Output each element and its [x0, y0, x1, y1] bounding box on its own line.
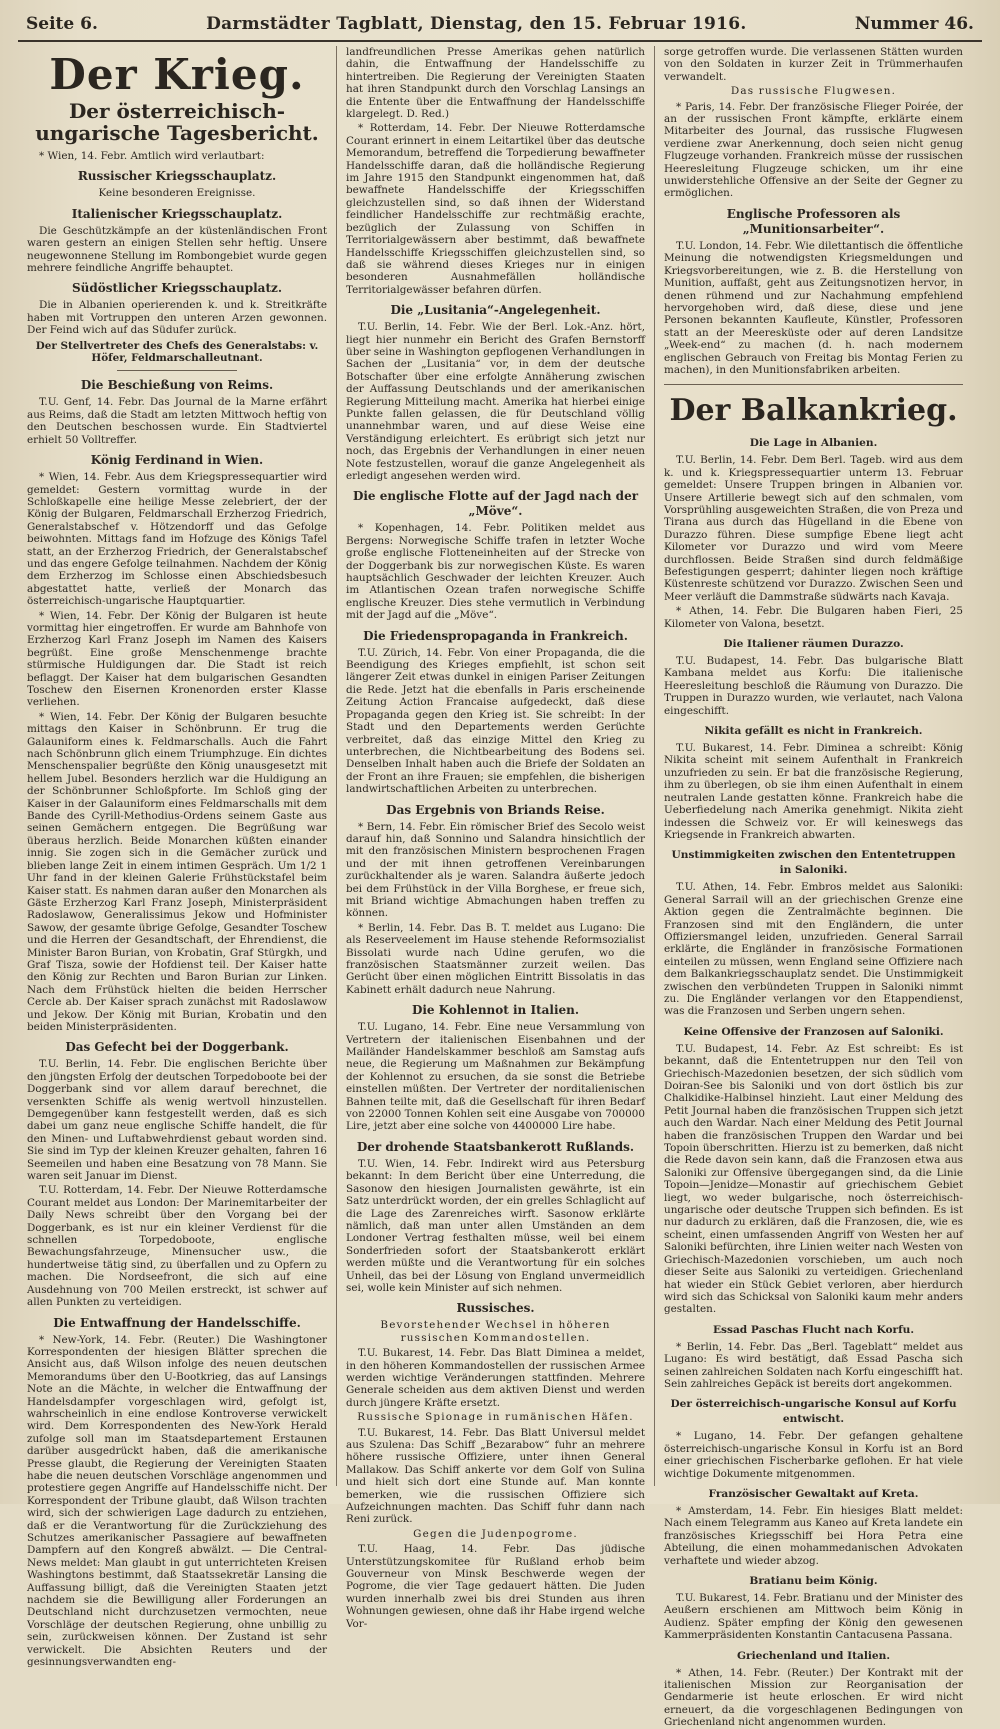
- article-heading: Die Entwaffnung der Handelsschiffe.: [53, 1315, 301, 1330]
- article-text: T.U. Berlin, 14. Febr. Die englischen Berichte über den jüngsten Erfolg der deutschen Torpedoboote bei der Doggerbank sind vor allem darauf berechnet, die versenkten Schiffe als wenig wertvoll hinzustellen. Demgegenüber kann festgestellt werden, daß es sich dabei um ganz neue englische Schiffe handelt, die für den Minen- und Luftabwehrdienst gebaut worden sind. Sie sind im Typ der kleinen Kreuzer gehalten, fahren 16 Seemeilen und haben eine Besatzung von 78 Mann. Sie waren seit Januar im Dienst.: [27, 1058, 327, 1183]
- article-text: T.U. London, 14. Febr. Wie dilettantisch die öffentliche Meinung die notwendigsten Kriegsmeldungen und Kriegsvorbereitungen, wie z. B. die Herstellung von Munition, auffaßt, geht aus Zeitungsnotizen hervor, in denen rühmend und zur Nachahmung empfehlend hervorgehoben wird, daß diese, diese und jene Personen bekannten Kaufleute, Künstler, Professoren statt an der Meeresküste oder auf deren Landsitze „Week-end“ zu machen (d. h. nach modernem englischen Gebrauch von Freitag bis Montag Ferien zu machen), in den Munitionsfabriken arbeiten.: [664, 239, 963, 376]
- article-heading: Englische Professoren als „Munitionsarbeiter“.: [726, 206, 901, 236]
- issue-number: Nummer 46.: [854, 14, 974, 34]
- sub-heading: Das russische Flugwesen.: [730, 85, 897, 98]
- page-header: [18, 14, 982, 42]
- sub-heading: Russische Spionage in rumänischen Häfen.: [357, 1411, 634, 1424]
- main-headline: Der Krieg.: [49, 50, 305, 99]
- article-heading: Die Beschießung von Reims.: [80, 378, 274, 393]
- article-continuation: sorge getroffen wurde. Die verlassenen Stätten wurden von den Soldaten in kurzer Zeit in Trümmerhaufen verwandelt.: [664, 46, 963, 83]
- section-heading: Der österreichisch-ungarische Konsul auf Korfu entwischt.: [670, 1398, 957, 1426]
- article-heading: Die „Lusitania“-Angelegenheit.: [390, 303, 601, 318]
- article-text: T.U. Lugano, 14. Febr. Eine neue Versammlung von Vertretern der italienischen Eisenbahnen und der Mailänder Handelskammer beschloß am Samstag aufs neue, die Regierung um Maßnahmen zur Bekämpfung der Kohlennot zu ersuchen, da sie sonst die Betriebe einstellen müßten. Der Vertreter der norditalienischen Bahnen teilte mit, daß die Gesellschaft für ihren Bedarf von 22000 Tonnen Kohlen seit eine Ausgabe von 700000 Lire, jetzt aber eine solche von 4400000 Lire habe.: [346, 1021, 645, 1133]
- article-text: T.U. Rotterdam, 14. Febr. Der Nieuwe Rotterdamsche Courant meldet aus London: Der Marinemitarbeiter der Daily News schreibt über den Vorgang bei der Doggerbank, es ist nur ein kleiner Verdienst für die schnellen Torpedoboote, englische Bewachungsfahrzeuge, Minensucher usw., die hundertweise tätig sind, zu überfallen und zu Opfern zu machen. Die Nordseefront, die sich auf eine Ausdehnung von 700 Meilen erstreckt, ist schwer auf allen Punkten zu verteidigen.: [27, 1184, 327, 1309]
- article-text: T.U. Zürich, 14. Febr. Von einer Propaganda, die die Beendigung des Krieges empfiehlt, ist schon seit längerer Zeit etwas dunkel in einigen Pariser Zeitungen die Rede. Jetzt hat die ebenfalls in Paris erscheinende Zeitung Action Francaise aufgedeckt, daß diese Propaganda gegen den Krieg ist. Sie schreibt: In der Stadt und den Departements werden Gerüchte verbreitet, daß das einzige Mittel den Krieg zu unterbrechen, die Nichtbearbeitung des Bodens sei. Denselben Inhalt haben auch die Briefe der Soldaten an der Front an ihre Frauen; sie empfehlen, die bisherigen landwirtschaftlichen Arbeiten zu unterbrechen.: [346, 646, 645, 796]
- sub-heading: Gegen die Judenpogrome.: [413, 1527, 578, 1540]
- article-heading: Die englische Flotte auf der Jagd nach der „Möve“.: [352, 489, 639, 519]
- article-text: * Berlin, 14. Febr. Das „Berl. Tageblatt“ meldet aus Lugano: Es wird bestätigt, daß Essad Pascha sich seinen zahlreichen Soldaten nach Korfu eingeschifft hat. Sein zahlreiches Gepäck ist bereits dort angekommen.: [664, 1340, 963, 1390]
- article-text: * New-York, 14. Febr. (Reuter.) Die Washingtoner Korrespondenten der hiesigen Blätter sprechen die Ansicht aus, daß Wilson infolge des neuen deutschen Memorandums über den U-Bootkrieg, das auf Lansings Note an die Mächte, in welcher die Entwaffnung der Handelsdampfer vorgeschlagen wird, gefolgt ist, wahrscheinlich in eine endlose Kontroverse verwickelt wird. Dem Korrespondenten des New-York Herald zufolge soll man im Staatsdepartement Erstaunen darüber ausgedrückt haben, daß die amerikanische Presse glaubt, die Regierung der Vereinigten Staaten habe die neuen deutschen Vorschläge angenommen und protestiere gegen Angriffe auf Handelsschiffe nicht. Der Korrespondent der Tribune glaubt, daß Wilson trachten wird, sich der schwierigen Lage dadurch zu entziehen, daß er die Verantwortung für die Zurückziehung des Schutzes amerikanischer Passagiere auf bewaffneten Dampfern auf den Kongreß abwälzt. — Die Central-News meldet: Man glaubt in gut unterrichteten Kreisen Washingtons bestimmt, daß Staatssekretär Lansing die Auffassung billigt, daß die Vereinigten Staaten jetzt nachdem sie die Bewilligung aller Forderungen an Deutschland nicht durchzusetzen vermochten, neue Vorschläge der deutschen Regierung, ohne unbillig zu sein, zurückweisen können. Der Zustand ist sehr verwickelt. Die Absichten Reuters und der gesinnungsverwandten eng-: [27, 1333, 327, 1669]
- section-text: Keine besonderen Ereignisse.: [98, 187, 256, 200]
- article-heading: Der drohende Staatsbankerott Rußlands.: [356, 1139, 635, 1154]
- article-heading: König Ferdinand in Wien.: [90, 453, 264, 468]
- article-heading: Die Friedenspropaganda in Frankreich.: [363, 628, 628, 643]
- article-text: * Wien, 14. Febr. Aus dem Kriegspressequartier wird gemeldet: Gestern vormittag wurde in der Schloßkapelle eine heilige Messe zelebriert, der der König der Bulgaren, Feldmarschall Erzherzog Friedrich, Generalstabschef v. Hötzendorff und das Gefolge beiwohnten. Mittags fand im Hofzuge des Königs Tafel statt, an der Erzherzog Friedrich, der Generalstabschef und das engere Gefolge teilnahmen. Nachdem der König dem Erzherzog im Schlosse einen Abschiedsbesuch abgestattet hatte, verließ der Monarch das österreichisch-ungarische Hauptquartier.: [27, 471, 327, 608]
- section-heading: Essad Paschas Flucht nach Korfu.: [712, 1323, 915, 1336]
- article-text: T.U. Berlin, 14. Febr. Dem Berl. Tageb. wird aus dem k. und k. Kriegspressequartier unterm 13. Februar gemeldet: Unsere Truppen bringen in Albanien vor. Unsere Artillerie bewegt sich auf den schmalen, vom Vorsprühling ausgeweichten Straßen, die von Preza und Tirana aus durch das Hügelland in die Ebene von Durazzo führen. Diese sumpfige Ebene liegt acht Kilometer vor Durazzo und wird vom Meere durchflossen. Beide Straßen sind durch feldmäßige Befestigungen gesperrt; dahinter liegen noch kräftige Küstenreste schützend vor Durazzo. Zwischen Seen und Meer verläuft die Dammstraße südwärts nach Kavaja.: [664, 454, 963, 603]
- divider: [117, 370, 237, 371]
- section-heading: Südöstlicher Kriegsschauplatz.: [71, 281, 282, 296]
- article-heading: Das Ergebnis von Briands Reise.: [386, 802, 605, 817]
- article-text: * Wien, 14. Febr. Der König der Bulgaren besuchte mittags den Kaiser in Schönbrunn. Er trug die Galauniform eines k. Feldmarschalls. Auch die Fahrt nach Schönbrunn glich einem Triumphzuge. Ein dichtes Menschenspalier begrüßte den König unausgesetzt mit hellem Jubel. Besonders herzlich war die Huldigung an der Schönbrunner Schloßpforte. Im Schloß ging der Kaiser in der Galauniform eines Feldmarschalls mit dem Bande des Cyrill-Methodius-Ordens seinem Gaste aus seinen Gemächern entgegen. Die Begrüßung war überaus herzlich. Beide Monarchen küßten einander innig. Sie zogen sich in die Gemächer zurück und blieben lange Zeit in einem intimen Gespräch. Um 1/2 1 Uhr fand in der kleinen Galerie Frühstückstafel beim Kaiser statt. Es nahmen daran außer den Monarchen als Gäste Erzherzog Karl Franz Joseph, Ministerpräsident Radoslawow, Generalissimus Jekow und Hofminister Sawow, der gesamte übrige Gefolge, Gesandter Toschew und die Herren der Gesandtschaft, der Ehrendienst, die Minister Baron Burian, von Krobatin, Graf Stürgkh, und Graf Tisza, sowie der Hofdienst teil. Der Kaiser hatte den König zur Rechten und Baron Burian zur Linken. Nach dem Frühstück hielten die beiden Herrscher Cercle ab. Der Kaiser sprach zunächst mit Radoslawow und Jekow. Der König mit Burian, Krobatin und den beiden Ministerpräsidenten.: [27, 710, 327, 1033]
- article-heading: Das Gefecht bei der Doggerbank.: [65, 1040, 289, 1055]
- section-heading: Unstimmigkeiten zwischen den Ententetruppen in Saloniki.: [671, 849, 956, 877]
- article-text: T.U. Haag, 14. Febr. Das jüdische Unterstützungskomitee für Rußland erhob beim Gouverneur von Minsk Beschwerde wegen der Pogrome, die vier Tage gedauert hätten. Die Juden wurden innerhalb zwei bis drei Stunden aus ihren Wohnungen gewiesen, ohne daß ihr Habe irgend welche Vor-: [346, 1543, 645, 1630]
- section-heading: Die Italiener räumen Durazzo.: [723, 638, 904, 651]
- section-text: Die Geschützkämpfe an der küstenländischen Front waren gestern an einigen Stellen sehr heftig. Unsere neugewonnene Stellung im Rombongebiet wurde gegen mehrere feindliche Angriffe behauptet.: [27, 224, 327, 275]
- report-headline: Der österreichisch-ungarische Tagesbericht.: [35, 99, 319, 145]
- article-text: T.U. Wien, 14. Febr. Indirekt wird aus Petersburg bekannt: In dem Bericht über eine Unterredung, die Sasonow den hiesigen Journalisten gewährte, ist ein Satz unterdrückt worden, der ein grelles Schlaglicht auf die Lage des Zarenreiches wirft. Sasonow erklärte nämlich, daß man unter allen Umständen an dem Londoner Vertrag festhalten müsse, weil bei einem Sonderfrieden sofort der Staatsbankerott erklärt werden müßte und die Verantwortung für ein solches Unheil, das bei der Lösung von England unvermeidlich sei, wolle kein Minister auf sich nehmen.: [346, 1157, 645, 1294]
- signature: Der Stellvertreter des Chefs des Generalstabs: v. Höfer, Feldmarschalleutnant.: [35, 339, 319, 365]
- article-text: * Berlin, 14. Febr. Das B. T. meldet aus Lugano: Die als Reserveelement im Hause stehende Reformsozialist Bissolati wurde nach Udine gerufen, wo die französischen Staatsmänner zurzeit weilen. Das Gerücht über einen möglichen Eintritt Bissolatis in das Kabinett erhält dadurch neue Nahrung.: [346, 921, 645, 996]
- section-heading: Französischer Gewaltakt auf Kreta.: [708, 1487, 919, 1500]
- article-text: T.U. Bukarest, 14. Febr. Diminea a schreibt: König Nikita scheint mit seinem Aufenthalt in Frankreich unzufrieden zu sein. Er bat die französische Regierung, ihm zu überlegen, ob sie ihm einen Aufenthalt in einem neutralen Lande gestatten könne. Frankreich habe die Ueberfiedelung nach Amerika genehmigt. Nikita zieht indessen die Schweiz vor. Er will keineswegs das Kriegsende in Frankreich abwarten.: [664, 742, 963, 841]
- article-continuation: landfreundlichen Presse Amerikas gehen natürlich dahin, die Entwaffnung der Handelsschiffe zu hintertreiben. Die Regierung der Vereinigten Staaten hat ihren Standpunkt durch den Vorschlag Lansings an die Entente über die Entwaffnung der Handelsschiffe klargelegt. D. Red.): [346, 46, 645, 121]
- article-text: T.U. Athen, 14. Febr. Embros meldet aus Saloniki: General Sarrail will an der griechischen Grenze eine Aktion gegen die Zentralmächte beginnen. Die Franzosen sind mit den Engländern, die unter Offiziersmangel leiden, unzufrieden. General Sarrail erklärte, die Engländer in französische Formationen einteilen zu müssen, wenn England seine Offiziere nach dem Balkankriegsschauplatz sendet. Die Unstimmigkeit zwischen den verbündeten Truppen in Saloniki nimmt zu. Die Engländer verlangen vor den Etappendienst, was die Franzosen und Serben ungern sehen.: [664, 881, 963, 1018]
- article-text: * Bern, 14. Febr. Ein römischer Brief des Secolo weist darauf hin, daß Sonnino und Salandra hinsichtlich der mit den französischen Ministern besprochenen Fragen und der mit ihnen getroffenen Vereinbarungen zurückhaltender als je waren. Salandra äußerte jedoch bei dem Frühstück in der Villa Borghese, er freue sich, mit Briand wichtige Abmachungen haben treffen zu können.: [346, 820, 645, 920]
- article-text: * Rotterdam, 14. Febr. Der Nieuwe Rotterdamsche Courant erinnert in einem Leitartikel über das deutsche Memorandum, betreffend die Torpedierung bewaffneter Handelsschiffe daran, daß die holländische Regierung im Jahre 1915 den Standpunkt eingenommen hat, daß bewaffnete Handelsschiffe der Kriegsschiffen gleichzustellen sind, so daß ihnen der Widerstand feindlicher Handelsschiffe zur rechtmäßig erachte, bezüglich der Zulassung von Schiffen in Territorialgewässern aber bestimmt, daß bewaffnete Handelsschiffe Kriegsschiffen gleichzustellen sind, so daß sie während dieses Krieges nur in einigen besonderen Ausnahmefällen holländische Territorialgewässer befahren dürfen.: [346, 122, 645, 296]
- article-text: * Kopenhagen, 14. Febr. Politiken meldet aus Bergens: Norwegische Schiffe trafen in letzter Woche große englische Flotteneinheiten auf der Strecke von der Doggerbank bis zur norwegischen Küste. Es waren hauptsächlich Geschwader der leichten Kreuzer. Auch im Atlantischen Ozean trafen norwegische Schiffe englische Kreuzer. Dies stehe vermutlich in Verbindung mit der Jagd auf die „Möve“.: [346, 522, 645, 622]
- article-text: T.U. Budapest, 14. Febr. Az Est schreibt: Es ist bekannt, daß die Ententetruppen nur den Teil von Griechisch-Mazedonien besetzen, der sich südlich vom Doiran-See bis Saloniki und von dort östlich bis zur Chalkidike-Halbinsel hinzieht. Laut einer Meldung des Petit Journal haben die französischen Truppen sich jetzt auch den Wardar. Nach einer Meldung des Petit Journal haben die französischen Truppen den Wardar und bei Topoin überschritten. Hierzu ist zu bemerken, daß nicht die Rede davon sein kann, daß die Franzosen etwa aus Saloniki zur Offensive übergegangen sind, da die Linie Topoin—Jenidze—Monastir auf griechischem Gebiet liegt, wo weder bulgarische, noch österreichisch-ungarische oder deutsche Truppen sich befinden. Es ist nur dadurch zu erklären, daß die Franzosen, die, wie es scheint, einen umfassenden Angriff von Westen her auf Saloniki befürchten, ihre Linien weiter nach Westen von Griechisch-Mazedonien vorschieben, um auch noch dieser Seite aus Saloniki zu verteidigen. Griechenland hat wieder ein Stück Gebiet verloren, aber hierdurch wird sich das Schicksal von Saloniki kaum mehr anders gestalten.: [664, 1042, 963, 1316]
- article-text: * Wien, 14. Febr. Der König der Bulgaren ist heute vormittag hier eingetroffen. Er wurde am Bahnhofe von Erzherzog Karl Franz Joseph im Namen des Kaisers begrüßt. Eine große Menschenmenge brachte stürmische Huldigungen dar. Die Stadt ist reich beflaggt. Der Kaiser hat dem bulgarischen Gesandten Toschew den Eisernen Kronenorden erster Klasse verliehen.: [27, 609, 327, 709]
- article-text: T.U. Bukarest, 14. Febr. Das Blatt Diminea a meldet, in den höheren Kommandostellen der russischen Armee werden wichtige Veränderungen stattfinden. Mehrere Generale scheiden aus dem aktiven Dienst und werden durch jüngere Kräfte ersetzt.: [346, 1347, 645, 1409]
- column-1: [18, 46, 336, 1669]
- section-heading: Russischer Kriegsschauplatz.: [77, 169, 277, 184]
- article-text: * Athen, 14. Febr. (Reuter.) Der Kontrakt mit der italienischen Mission zur Reorganisation der Gendarmerie ist heute erloschen. Er wird nicht erneuert, da die vorgeschlagenen Bedingungen von Griechenland nicht angenommen wurden.: [664, 1666, 963, 1729]
- article-heading: Russisches.: [456, 1301, 535, 1316]
- section-heading: Nikita gefällt es nicht in Frankreich.: [704, 725, 923, 738]
- article-text: T.U. Budapest, 14. Febr. Das bulgarische Blatt Kambana meldet aus Korfu: Die italienische Heeresleitung beschloß die Räumung von Durazzo. Die Truppen in Durazzo wurden, wie verlautet, nach Valona eingeschifft.: [664, 655, 963, 717]
- sub-heading: Bevorstehender Wechsel in höheren russischen Kommandostellen.: [380, 1319, 611, 1344]
- article-text: T.U. Bukarest, 14. Febr. Das Blatt Universul meldet aus Szulena: Das Schiff „Bezarabow“ fuhr an mehrere höhere russische Offiziere, unter ihnen General Mallakow. Das Schiff ankerte vor dem Golf von Sulina und hielt sich dort eine Stunde auf. Man konnte bemerken, wie die russischen Offiziere sich Aufzeichnungen machten. Das Schiff fuhr dann nach Reni zurück.: [346, 1426, 645, 1526]
- section-text: Die in Albanien operierenden k. und k. Streitkräfte haben mit Vortruppen den unteren Arzen gewonnen. Der Feind wich auf das Südufer zurück.: [27, 299, 327, 337]
- article-text: * Paris, 14. Febr. Der französische Flieger Poirée, der an der russischen Front kämpfte, erklärte einem Mitarbeiter des Journal, das russische Flugwesen verdiene zwar Anerkennung, doch seien nicht genug Flugzeuge vorhanden. Frankreich müsse der russischen Heeresleitung Flugzeuge schicken, um ihr eine unwiderstehliche Offensive an der Seite der Gegner zu ermöglichen.: [664, 100, 963, 200]
- section-heading: Bratianu beim König.: [749, 1575, 878, 1587]
- report-intro: * Wien, 14. Febr. Amtlich wird verlautbart:: [39, 150, 265, 162]
- section-heading: Griechenland und Italien.: [736, 1649, 891, 1662]
- section-heading: Die Lage in Albanien.: [749, 437, 878, 450]
- section-heading: Italienischer Kriegsschauplatz.: [71, 206, 283, 221]
- article-text: * Amsterdam, 14. Febr. Ein hiesiges Blatt meldet: Nach einem Telegramm aus Kaneo auf Kreta landete ein französisches Kriegsschiff bei Hora Petra eine Abteilung, die einen mohammedanischen Advokaten verhaftete und wieder abzog.: [664, 1504, 963, 1567]
- columns: [18, 46, 982, 1729]
- article-text: * Athen, 14. Febr. Die Bulgaren haben Fieri, 25 Kilometer von Valona, besetzt.: [664, 605, 963, 630]
- page-number: Seite 6.: [26, 14, 98, 34]
- article-text: T.U. Bukarest, 14. Febr. Bratianu und der Minister des Aeußern erschienen am Mittwoch beim König in Audienz. Später empfing der König den gewesenen Kammerpräsidenten Konstantin Cantacusena Passana.: [664, 1592, 963, 1642]
- section-heading: Keine Offensive der Franzosen auf Saloniki.: [683, 1025, 944, 1038]
- balkan-headline: Der Balkankrieg.: [664, 384, 963, 429]
- article-text: * Lugano, 14. Febr. Der gefangen gehaltene österreichisch-ungarische Konsul in Korfu ist an Bord einer griechischen Fischerbarke geflohen. Er hat viele wichtige Dokumente mitgenommen.: [664, 1430, 963, 1480]
- column-3: [654, 46, 972, 1729]
- article-heading: Die Kohlennot in Italien.: [411, 1003, 580, 1018]
- article-text: T.U. Genf, 14. Febr. Das Journal de la Marne erfährt aus Reims, daß die Stadt am letzten Mittwoch heftig von den Deutschen beschossen wurde. Ein Stadtviertel erhielt 50 Volltreffer.: [27, 396, 327, 446]
- column-2: [336, 46, 654, 1630]
- masthead-line: Darmstädter Tagblatt, Dienstag, den 15. Februar 1916.: [206, 14, 747, 34]
- article-text: T.U. Berlin, 14. Febr. Wie der Berl. Lok.-Anz. hört, liegt hier nunmehr ein Bericht des Grafen Bernstorff über seine in Washington gepflogenen Verhandlungen in Sachen der „Lusitania“ vor, in dem der deutsche Botschafter über eine erfolgte Annäherung zwischen der Auffassung Deutschlands und der amerikanischen Regierung Mitteilung macht. Amerika hat hierbei einige Punkte fallen gelassen, die für Deutschland völlig unannehmbar waren, und auf diese Weise eine Verständigung erleichtert. Es erübrigt sich jetzt nur noch, das Ergebnis der Verhandlungen in einer neuen Note festzustellen, worauf die ganze Angelegenheit als erledigt angesehen werden wird.: [346, 321, 645, 482]
